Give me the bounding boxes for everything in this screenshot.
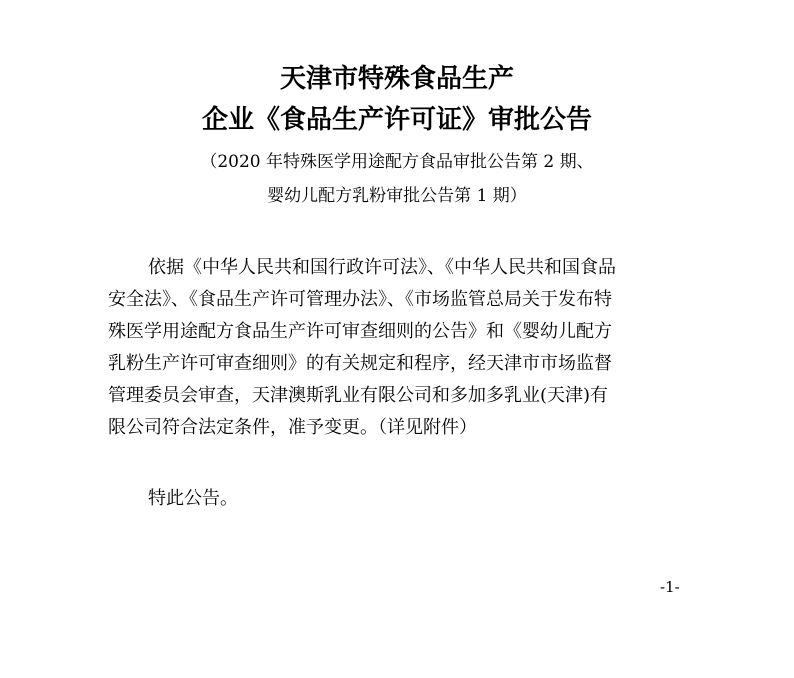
closing-statement: 特此公告。: [148, 488, 238, 509]
document-title-line-1: 天津市特殊食品生产: [279, 64, 514, 94]
body-line-3: 殊医学用途配方食品生产许可审查细则的公告》和《婴幼儿配方: [108, 321, 612, 342]
body-line-2: 安全法》、《食品生产许可管理办法》、《市场监管总局关于发布特: [108, 289, 612, 310]
body-line-4: 乳粉生产许可审查细则》的有关规定和程序，经天津市市场监督: [108, 353, 612, 374]
document-subtitle-line-2: 婴幼儿配方乳粉审批公告第 1 期）: [267, 186, 527, 206]
announcement-body: [108, 252, 708, 444]
body-line-5: 管理委员会审查，天津澳斯乳业有限公司和多加多乳业(天津)有: [108, 385, 609, 406]
page-number: -1-: [660, 578, 680, 596]
document-subtitle-line-1: （2020 年特殊医学用途配方食品审批公告第 2 期、: [200, 152, 594, 172]
document-title-line-2: 企业《食品生产许可证》审批公告: [201, 105, 592, 135]
body-line-6: 限公司符合法定条件，准予变更。（详见附件）: [108, 417, 477, 438]
body-line-1: 依据《中华人民共和国行政许可法》、《中华人民共和国食品: [148, 257, 616, 278]
